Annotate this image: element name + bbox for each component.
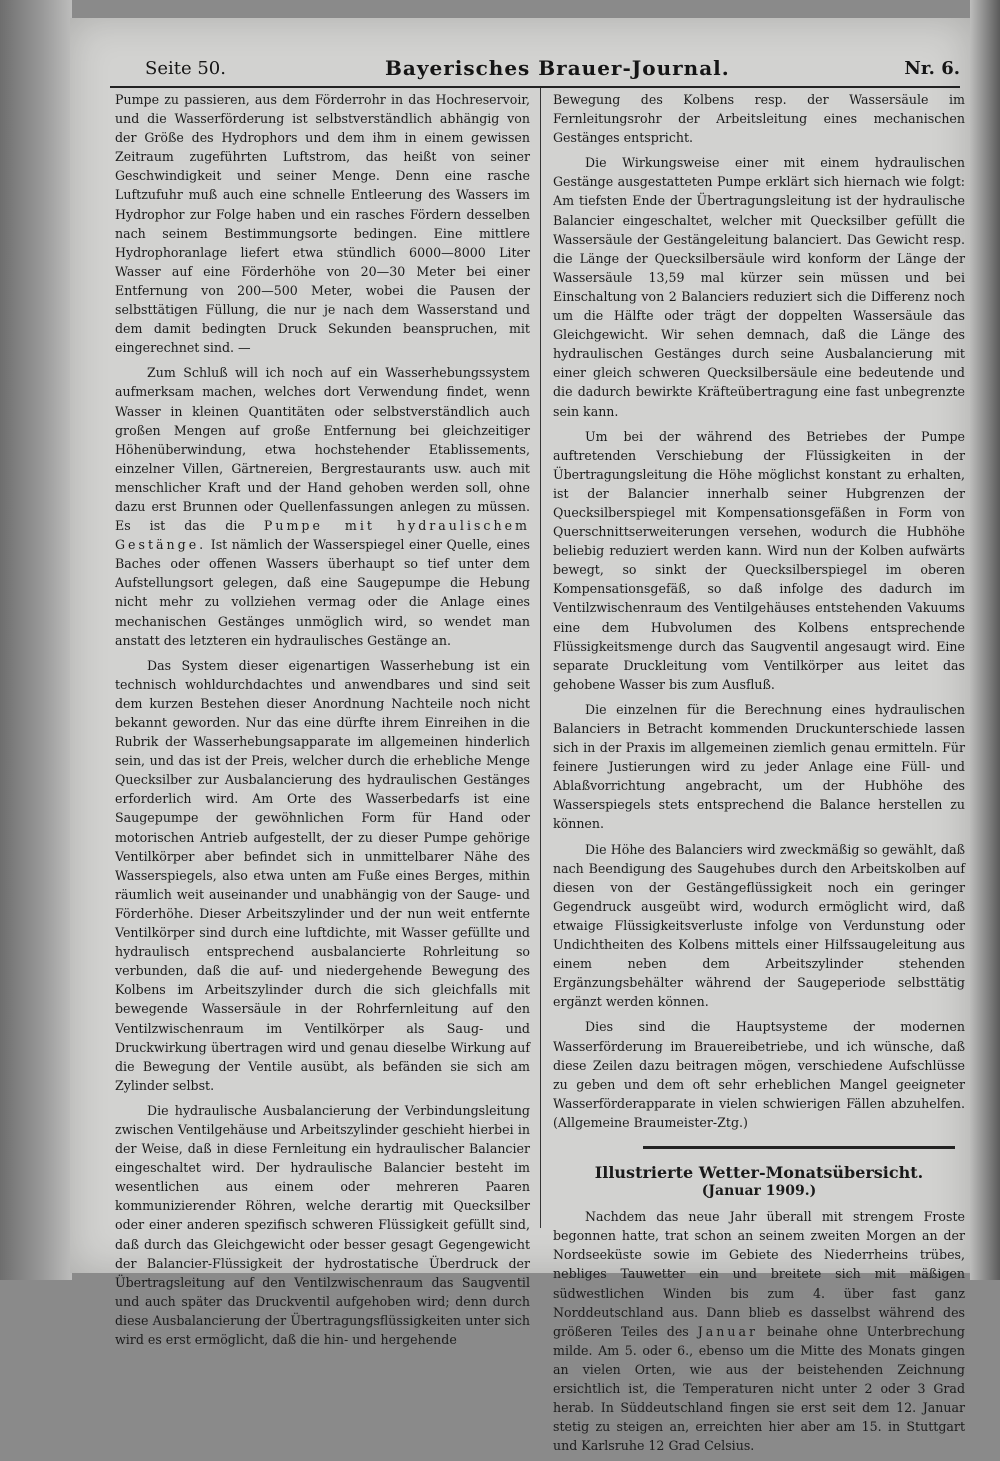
- paragraph: Um bei der während des Betriebes der Pumpe auftretenden Verschiebung der Flüssigkeiten in der Übertragungsleitung die Höhe möglichst konstant zu erhalten, ist der Balancier innerhalb seiner Hubgrenzen der Quecksilberspiegel mit Kompensationsgefäßen in Form von Querschnittserweiterungen versehen, wodurch die Hubhöhe beliebig reduziert werden kann. Wird nun der Kolben aufwärts bewegt, so sinkt der Quecksilberspiegel im oberen Kompensationsgefäß, so daß infolge des dadurch im Ventilzwischenraum des Ventilgehäuses entstehenden Vakuums eine dem Hubvolumen des Kolbens entsprechende Flüssigkeitsmenge durch das Saugventil angesaugt wird. Eine separate Druckleitung vom Ventilkörper aus leitet das gehobene Wasser bis zum Ausfluß.: [553, 428, 965, 692]
- left-column: [115, 90, 530, 1355]
- paragraph-text: Zum Schluß will ich noch auf ein Wasserhebungssystem aufmerksam machen, welches dort Verwendung findet, wenn Wasser in kleinen Quantitäten oder selbstverständlich auch großen Mengen auf große Entfernung bei gleichzeitiger Höhenüberwindung, etwa hochstehender Etablissements, einzelner Villen, Gärtnereien, Bergrestaurants usw. auch mit menschlicher Kraft und der Hand gehoben werden soll, ohne dazu erst Brunnen oder Quellenfassungen anlegen zu müssen. Es ist das die: [115, 365, 530, 534]
- page-number: Seite 50.: [145, 58, 226, 79]
- paragraph: Dies sind die Hauptsysteme der modernen Wasserförderung im Brauereibetriebe, und ich wünsche, daß diese Zeilen dazu beitragen mögen, verschiedene Aufschlüsse zu geben und dem oft sehr erheblichen Mangel geeigneter Wasserförderapparate in vielen schwierigen Fällen abzuhelfen. (Allgemeine Braumeister-Ztg.): [553, 1019, 965, 1130]
- paragraph: Bewegung des Kolbens resp. der Wassersäule im Fernleitungsrohr der Arbeitsleitung eines mechanischen Gestänges entspricht.: [553, 92, 965, 146]
- paragraph: [553, 1207, 965, 1455]
- header-rule: [110, 86, 960, 88]
- paragraph: [115, 363, 530, 649]
- book-spine: [0, 0, 72, 1280]
- right-column: [553, 90, 965, 1461]
- spaced-emphasis: Januar: [697, 1323, 759, 1339]
- paragraph-text: beinahe ohne Unterbrechung milde. Am 5. oder 6., ebenso um die Mitte des Monats gingen an vielen Orten, wie aus der beistehenden Zeichnung ersichtlich ist, die Temperaturen nicht unter 2 oder 3 Grad herab. In Süddeutschland fingen sie erst seit dem 12. Januar stetig zu steigen an, erreichten hier aber am 15. in Stuttgart und Karlsruhe 12 Grad Celsius.: [553, 1323, 965, 1454]
- section-title: Illustrierte Wetter-Monatsübersicht.: [594, 1162, 924, 1182]
- paragraph: Pumpe zu passieren, aus dem Förderrohr in das Hochreservoir, und die Wasserförderung ist selbstverständlich abhängig von der Größe des Hydrophors und dem ihm in einem gewissen Zeitraum zugeführten Luftstrom, das heißt von seiner Geschwindigkeit und seiner Menge. Denn eine rasche Luftzufuhr muß auch eine schnelle Entleerung des Wassers im Hydrophor zur Folge haben und ein rasches Fördern desselben nach seinem Bestimmungsorte bedingen. Eine mittlere Hydrophoranlage liefert etwa stündlich 6000—8000 Liter Wasser auf eine Förderhöhe von 20—30 Meter bei einer Entfernung von 200—500 Meter, wobei die Pausen der selbsttätigen Füllung, die nur je nach dem Wasserstand und dem damit bedingten Druck Sekunden beanspruchen, mit eingerechnet sind. —: [115, 92, 530, 356]
- paragraph: Die Wirkungsweise einer mit einem hydraulischen Gestänge ausgestatteten Pumpe erklärt sich hiernach wie folgt: Am tiefsten Ende der Übertragungsleitung ist der hydraulische Balancier eingeschaltet, welcher mit Quecksilber gefüllt die Wassersäule der Gestängeleitung balanciert. Das Gewicht resp. die Länge der Quecksilbersäule wird konform der Länge der Wassersäule 13,59 mal kürzer sein müssen und bei Einschaltung von 2 Balanciers reduziert sich die Differenz noch um die Hälfte oder trägt der doppelten Wassersäule das Gleichgewicht. Wir sehen demnach, daß die Länge des hydraulischen Gestänges durch seine Ausbalancierung mit einer gleich schweren Quecksilbersäule eine bedeutende und die dadurch bewirkte Kräfteübertragung eine fast unbegrenzte sein kann.: [553, 155, 965, 419]
- paragraph: Die hydraulische Ausbalancierung der Verbindungsleitung zwischen Ventilgehäuse und Arbeitszylinder geschieht hierbei in der Weise, daß in diese Fernleitung ein hydraulischer Balancier eingeschaltet wird. Der hydraulische Balancier besteht im wesentlichen aus einem oder mehreren Paaren kommunizierender Röhren, welche derartig mit Quecksilber oder einer anderen spezifisch schweren Flüssigkeit gefüllt sind, daß durch das Gleichgewicht oder besser gesagt Gegengewicht der Balancier-Flüssigkeit der hydrostatische Überdruck der Übertragsleitung auf den Ventilzwischenraum das Saugventil und auch später das Druckventil aufgehoben wird; denn durch diese Ausbalancierung der Übertragungsflüssigkeiten unter sich wird es erst ermöglicht, daß die hin- und hergehende: [115, 1102, 530, 1347]
- paragraph-text: Ist nämlich der Wasserspiegel einer Quelle, eines Baches oder offenen Wassers überhaupt so tief unter dem Aufstellungsort gelegen, daß eine Saugepumpe die Hebung nicht mehr zu vollziehen vermag oder die Anlage eines mechanischen Gestänges unmöglich wird, so wendet man anstatt des letzteren ein hydraulisches Gestänge an.: [115, 537, 530, 648]
- paragraph: Die Höhe des Balanciers wird zweckmäßig so gewählt, daß nach Beendigung des Saugehubes durch den Arbeitskolben auf diesen von der Gestängeflüssigkeit noch ein geringer Gegendruck ausgeübt wird, wodurch ermöglicht wird, daß etwaige Flüssigkeitsverluste infolge von Verdunstung oder Undichtheiten des Kolbens mittels einer Hilfssaugeleitung aus einem neben dem Arbeitszylinder stehenden Ergänzungsbehälter während der Saugeperiode selbsttätig ergänzt werden können.: [553, 841, 965, 1010]
- column-divider: [540, 88, 541, 1228]
- issue-number: Nr. 6.: [904, 58, 960, 79]
- page-edge: [970, 0, 1000, 1280]
- paragraph: Die einzelnen für die Berechnung eines hydraulischen Balanciers in Betracht kommenden Druckunterschiede lassen sich in der Praxis im allgemeinen ziemlich genau ermitteln. Für feinere Justierungen wird zu jeder Anlage eine Füll- und Ablaßvorrichtung angebracht, um der Hubhöhe des Wasserspiegels stets entsprechend die Balance herstellen zu können.: [553, 701, 965, 832]
- section-rule: [643, 1146, 955, 1149]
- journal-title: Bayerisches Brauer-Journal.: [385, 56, 730, 80]
- section-subtitle: (Januar 1909.): [701, 1183, 817, 1200]
- spaced-emphasis: Pumpe mit hydraulischem Gestänge.: [115, 518, 530, 553]
- paragraph-text: Nachdem das neue Jahr überall mit strengem Froste begonnen hatte, trat schon an seinem zweiten Morgen an der Nordseeküste sowie im Gebiete des Niederrheins trübes, nebliges Tauwetter ein und breitete sich mit mäßigen südwestlichen Winden bis zum 4. über fast ganz Norddeutschland aus. Dann blieb es dasselbst während des größeren Teiles des: [553, 1209, 965, 1339]
- running-header: [145, 56, 960, 86]
- paragraph: Das System dieser eigenartigen Wasserhebung ist ein technisch wohldurchdachtes und anwendbares und sind seit dem kurzen Bestehen dieser Anordnung Nachteile noch nicht bekannt geworden. Nur das eine dürfte ihrem Einreihen in die Rubrik der Wasserhebungsapparate im allgemeinen hinderlich sein, und das ist der Preis, welcher durch die erhebliche Menge Quecksilber zur Ausbalancierung des hydraulischen Gestänges erforderlich wird. Am Orte des Wasserbedarfs ist eine Saugepumpe der gewöhnlichen Form für Hand oder motorischen Antrieb aufgestellt, der zu dieser Pumpe gehörige Ventilkörper aber befindet sich in unmittelbarer Nähe des Wasserspiegels, also etwa unten am Fuße eines Berges, mithin räumlich weit auseinander und unabhängig von der Sauge- und Förderhöhe. Dieser Arbeitszylinder und der nun weit entfernte Ventilkörper sind durch eine luftdichte, mit Wasser gefüllte und hydraulisch entsprechend ausbalancierte Rohrleitung so verbunden, daß die auf- und niedergehende Bewegung des Kolbens im Arbeitszylinder durch die sich gleichfalls mit bewegende Wassersäule in der Rohrfernleitung auf den Ventilzwischenraum im Ventilkörper als Saug- und Druckwirkung übertragen wird und genau dieselbe Wirkung auf die Bewegung der Ventile ausübt, als befänden sie sich am Zylinder selbst.: [115, 657, 530, 1093]
